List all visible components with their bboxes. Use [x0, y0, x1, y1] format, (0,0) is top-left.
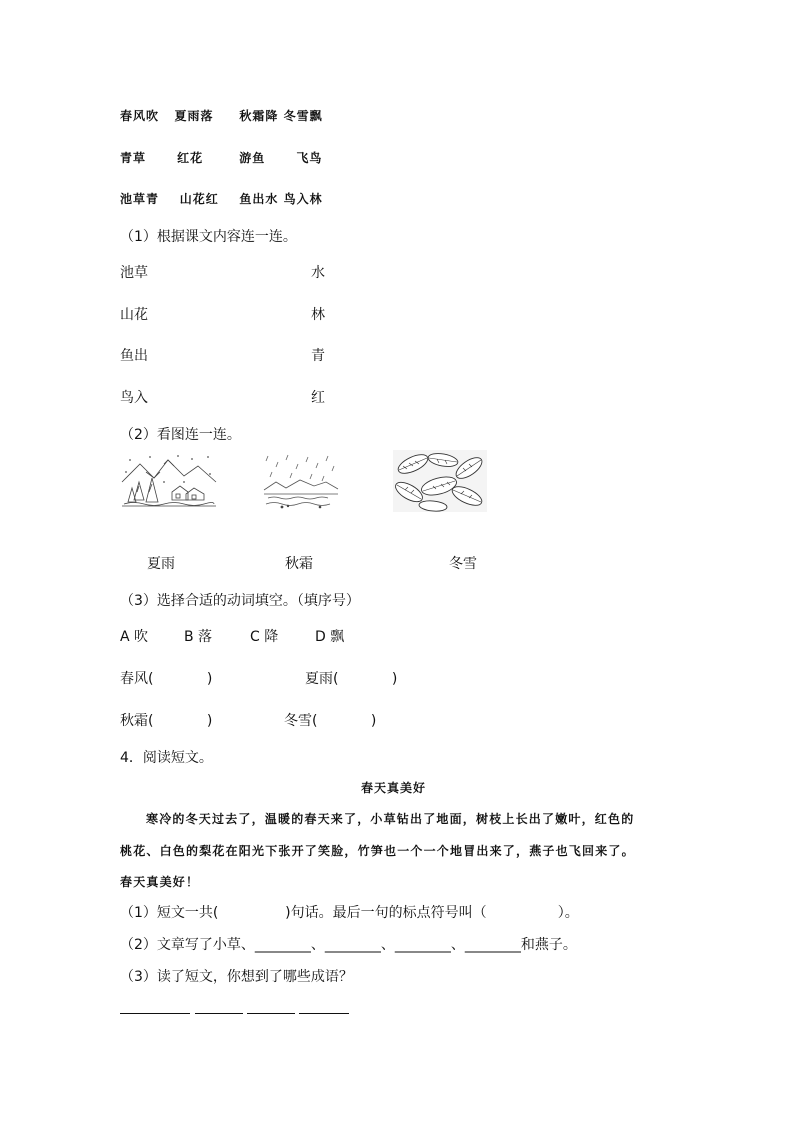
q3-blank-winter-snow[interactable]: 冬雪( ): [284, 713, 377, 729]
answer-line-2[interactable]: [195, 1013, 243, 1014]
q3-blank-autumn-frost[interactable]: 秋霜( ): [120, 713, 213, 729]
answer-line-3[interactable]: [247, 1013, 295, 1014]
q2-label-summer-rain[interactable]: 夏雨: [147, 556, 175, 572]
q1-right-4[interactable]: 红: [311, 390, 325, 406]
q2-label-autumn-frost[interactable]: 秋霜: [285, 556, 313, 572]
q3-blank-summer-rain[interactable]: 夏雨( ): [305, 671, 398, 687]
passage-line-3: 春天真美好！: [120, 875, 200, 889]
passage-line-1: 寒冷的冬天过去了，温暖的春天来了，小草钻出了地面，树枝上长出了嫩叶，红色的: [146, 812, 635, 826]
q1-left-3[interactable]: 鱼出: [120, 348, 148, 364]
q1-left-2[interactable]: 山花: [120, 307, 148, 323]
q4-heading: 4．阅读短文。: [120, 750, 213, 766]
q2-title: （2）看图连一连。: [120, 427, 241, 443]
poem-line-1: 春风吹 夏雨落 秋霜降 冬雪飘: [120, 109, 323, 123]
q1-right-1[interactable]: 水: [311, 265, 325, 281]
q3-blank-spring-wind[interactable]: 春风( ): [120, 671, 213, 687]
q2-label-winter-snow[interactable]: 冬雪: [449, 556, 477, 572]
q3-option-c: C 降: [250, 629, 279, 645]
q4-sub-question-1[interactable]: （1）短文一共( )句话。最后一句的标点符号叫（ ）。: [120, 905, 579, 921]
q1-left-4[interactable]: 鸟入: [120, 390, 148, 406]
passage-title: 春天真美好: [361, 781, 427, 795]
answer-line-4[interactable]: [299, 1013, 349, 1014]
poem-line-3: 池草青 山花红 鱼出水 鸟入林: [120, 192, 323, 206]
q3-option-a: A 吹: [120, 629, 149, 645]
rain-scene-picture[interactable]: [262, 452, 340, 510]
q3-option-d: D 飘: [315, 629, 345, 645]
q1-left-1[interactable]: 池草: [120, 265, 148, 281]
q3-option-b: B 落: [184, 629, 213, 645]
q1-right-2[interactable]: 林: [311, 307, 325, 323]
q1-title: （1）根据课文内容连一连。: [120, 229, 297, 245]
q1-right-3[interactable]: 青: [311, 348, 325, 364]
passage-line-2: 桃花、白色的梨花在阳光下张开了笑脸，竹笋也一个一个地冒出来了，燕子也飞回来了。: [120, 844, 635, 858]
answer-line-1[interactable]: [120, 1013, 190, 1014]
leaves-scene-picture[interactable]: [393, 450, 487, 512]
q3-title: （3）选择合适的动词填空。（填序号）: [120, 593, 360, 609]
q4-sub-question-2[interactable]: （2）文章写了小草、________、________、________、________和燕子。: [120, 937, 577, 953]
poem-line-2: 青草 红花 游鱼 飞鸟: [120, 151, 323, 165]
winter-scene-picture[interactable]: [120, 452, 218, 510]
q4-sub-question-3: （3）读了短文，你想到了哪些成语？: [120, 969, 353, 985]
